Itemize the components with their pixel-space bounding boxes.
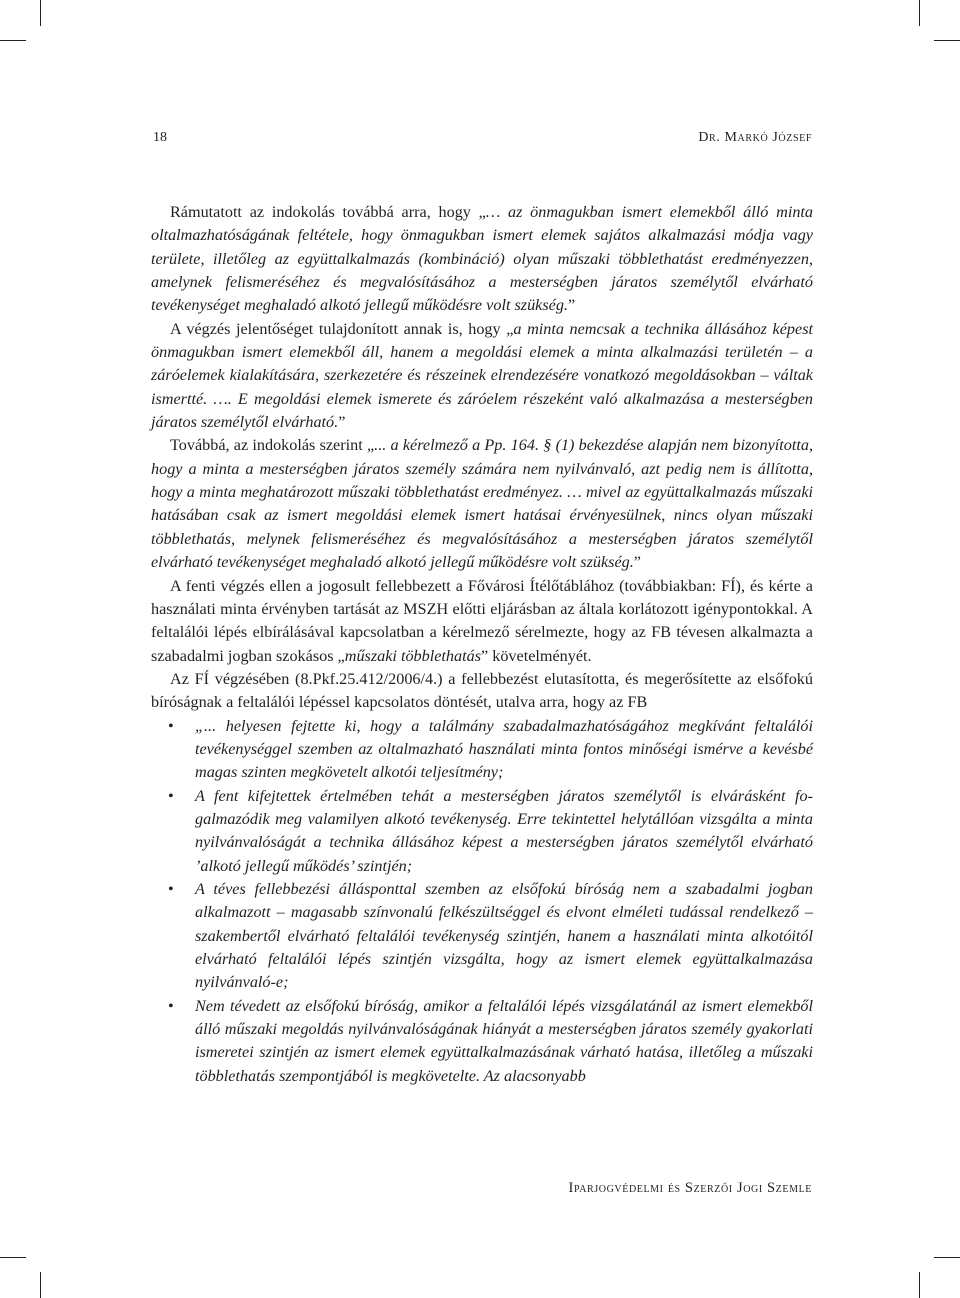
paragraph: A fenti végzés ellen a jogosult fellebbezett a Fővárosi Ítélőtáblához (továbbiakban: FÍ), és kérte a használati minta érvényben tartását az MSZH előtti eljárásban az általa korlátozott igénypontokkal. A feltalálói lépés elbírálásával kapcsolatban a kérelmező sérelmezte, hogy az FB tévesen alkalmazta a szabadalmi jogban szokásos „műszaki többlethatás” követelményét.	[151, 576, 813, 665]
paragraph: Az FÍ végzésében (8.Pkf.25.412/2006/4.) a fellebbezést elutasította, és megerősítette az elsőfokú bíróságnak a feltalálói lépéssel kapcsolatos döntését, utalva arra, hogy az FB	[151, 669, 813, 712]
bullet-icon: •	[168, 879, 174, 898]
running-header	[153, 130, 812, 152]
crop-mark-top-left	[40, 0, 41, 26]
list-item: • Nem tévedett az elsőfokú bíróság, amikor a feltalálói lépés vizsgálatánál az ismert elemekből álló műszaki megoldás nyilvánvalóságának hiányát a mesterségben járatos személy gyakorlati ismeretei szintjén az ismert elemek együttalkalmazásának várható hatása, illetőleg a műszaki többlethatás szempontjából is megkövetelte. Az alacsonyabb	[168, 996, 813, 1085]
page-number: 18	[153, 130, 167, 145]
crop-mark-bottom-left	[0, 1257, 26, 1258]
bullet-icon: •	[168, 786, 174, 805]
crop-mark-top-left	[0, 40, 26, 41]
bullet-list	[151, 715, 813, 1089]
list-item: • „... helyesen fejtette ki, hogy a találmány szabadalmazhatóságához megkívánt feltalálói tevékenységgel szemben az oltalmazható használati minta fontos minőségi ismérve a kevésbé magas szinten megkövetelt alkotói teljesítmény;	[168, 716, 813, 782]
header-author: Dr. Markó József	[698, 130, 812, 145]
crop-mark-top-right	[934, 40, 960, 41]
list-item: • A fent kifejtettek értelmében tehát a mesterségben járatos személytől is elvárásként fogalmazódik meg valamilyen alkotó tevékenység. Erre tekintettel helytállóan vizsgálta a minta nyilvánvalóságát a technika állásához képest a mesterségben járatos személytől elvárható ’alkotó jellegű működés’ szintjén;	[168, 786, 813, 875]
running-footer-journal: Iparjogvédelmi és Szerzői Jogi Szemle	[568, 1180, 812, 1196]
paragraph: A végzés jelentőséget tulajdonított annak is, hogy „a minta nemcsak a technika állásához képest önmagukban ismert elemekből áll, hanem a megoldási elemek a minta alkalmazási területén – a záróelemek kialakítására, szerkezetére és részeinek elrendezésére vonatkozó megoldásokban – váltak ismertté. …. E megoldási elemek ismerete és záróelem részeként való alkalmazása a mesterségben járatos személytől elvárható.”	[151, 319, 813, 432]
paragraph: Rámutatott az indokolás továbbá arra, hogy „… az önmagukban ismert elemekből álló minta oltalmazhatóságának feltétele, hogy önmagukban ismert elemek sajátos alkalmazási módja vagy területe, illetőleg az együttalkalmazás (kombináció) olyan műszaki többlethatást eredményezzen, amelynek felismeréséhez és megvalósításához a mesterségben járatos személytől elvárható tevékenységet meghaladó alkotó jellegű működésre volt szükség.”	[151, 203, 813, 315]
paragraph: Továbbá, az indokolás szerint „... a kérelmező a Pp. 164. § (1) bekezdése alapján nem bizonyította, hogy a minta a mesterségben járatos személy számára nem nyilvánvaló, azt pedig nem is állította, hogy a minta meghatározott műszaki többlethatást eredményez. … mivel az együttalkalmazás műszaki hatásában csak az ismert megoldási elemek ismert hatásai érvényesülnek, nincs olyan műszaki többlethatás, melynek felismeréséhez és megvalósításához a mesterségben járatos személytől elvárható tevékenységet meghaladó alkotó jellegű működésre volt szükség.”	[151, 436, 813, 572]
crop-mark-bottom-left	[40, 1272, 41, 1298]
crop-mark-bottom-right	[934, 1257, 960, 1258]
bullet-icon: •	[168, 996, 174, 1015]
crop-mark-bottom-right	[919, 1272, 920, 1298]
body-text	[151, 201, 813, 1088]
bullet-icon: •	[168, 716, 174, 735]
crop-mark-top-right	[919, 0, 920, 26]
list-item: • A téves fellebbezési állásponttal szemben az elsőfokú bíróság nem a szabadalmi jogban alkalmazott – magasabb színvonalú felkészültséggel és elvont elméleti tudással rendelkező – szakembertől elvárható feltalálói tevékenység szintjén, hanem a használati minta alkotóitól elvárható feltalálói lépés szintjén vizsgálta, hogy az ismert elemek együttalkalmazása nyilvánvaló-e;	[168, 879, 813, 992]
